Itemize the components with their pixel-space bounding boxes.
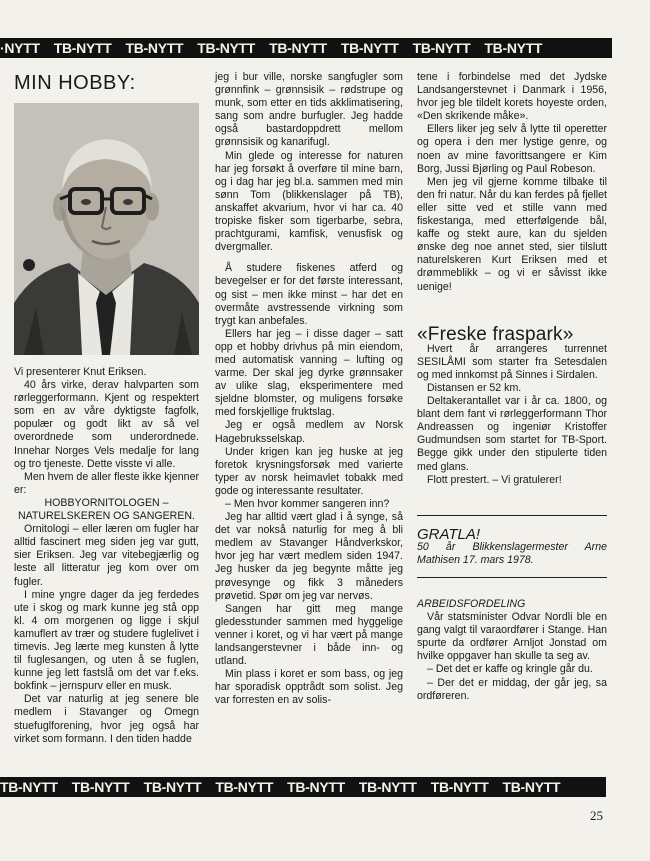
paragraph: tene i forbindelse med det Jydske Landsangerstevnet i Danmark i 1956, hvor jeg ble tildelt korets hoyeste orden, «Den skrikende måke». [417,71,607,123]
paragraph: – Der det er middag, der går jeg, sa ordføreren. [417,676,607,702]
paragraph: Ellers har jeg – i disse dager – satt opp et hobby drivhus på min eiendom, med automatisk vanning – lufting og varme. Der skal jeg dyrke grønnsaker av ulike slag, eksperimentere med sjeldne blomster, og muligens forsøke med forskjellige fruktslag. [215,327,403,419]
column-1 [14,366,199,746]
column-3 [417,71,607,703]
banner-text: TB-NYTT [215,779,274,795]
paragraph: Men jeg vil gjerne komme tilbake til den fri natur. Når du kan ferdes på fjellet eller sitte ved et stille vann med fiskestanga, med etterfølgende bål, kaffe og stekt aure, kan du sjelden ønske deg noe annet sted, sier tilslutt naturelskeren Kurt Eriksen med et drømmeblikk – og vi er såvisst ikke uenige! [417,175,607,293]
banner-text: TB-NYTT [340,40,399,56]
paragraph: Flott prestert. – Vi gratulerer! [427,473,562,486]
paragraph: jeg i bur ville, norske sangfugler som grønnfink – grønnsisik – rødstrupe og munk, som etter en tids akklimatisering, sang som andre burfugler. Jeg hadde også bastardoppdrett mellom grønnsisik og kanarifugl. [215,71,403,149]
paragraph: Min plass i koret er som bass, og jeg har sporadisk opptrådt som solist. Jeg var forresten en av solis- [215,668,403,707]
paragraph: I mine yngre dager da jeg ferdedes ute i skog og mark kunne jeg stå opp kl. 4 om morgenen og ligge i skjul kamuflert av trær og studere fuglelivet i timevis. Jeg lærte meg kunsten å lytte til fuglesangen, og uten å se fuglen, kunne jeg lett fastslå om det var f.eks. bokfink – jernspurv eller en musk. [14,588,199,693]
banner-text: TB-NYTT [287,779,345,795]
paragraph: Hvert år arrangeres turrennet SESILÅMI som starter fra Setesdalen og med innkomst på Sinnes i Sirdalen. [417,342,607,381]
gratla-text: 50 år Blikkenslagermester Arne Mathisen 17. mars 1978. [417,540,607,566]
arbeid-title: ARBEIDSFORDELING [417,598,526,610]
paragraph: Ornitologi – eller læren om fugler har alltid fascinert meg siden jeg var gutt, sier Eriksen. Jeg var vitebegjærlig og leste all litteratur jeg kom over om fugler. [14,523,199,588]
paragraph: Jeg er også medlem av Norsk Hagebruksselskap. [215,419,403,445]
paragraph: Jeg har alltid vært glad i å synge, så det var nokså naturlig for meg å bli medlem av Stavanger Håndverkskor, hvor jeg har vært medlem siden 1947. Jeg husker da jeg begynte måtte jeg prøvesynge og fikk 3 måneders prøvetid. Spør om jeg var nervøs. [215,511,403,602]
article-title: MIN HOBBY: [14,72,136,94]
paragraph: Vi presenterer Knut Eriksen. [14,366,147,378]
paragraph: – Men hvor kommer sangeren inn? [225,498,390,510]
paragraph: Vår statsminister Odvar Nordli ble en gang valgt til varaordfører i Stange. Han spurte da ordfører Arnljot Jonstad om hvilke oppgaver han skulle ta seg av. [417,611,607,663]
banner-text: TB-NYTT [143,779,202,795]
banner-text: TB-NYTT [358,779,417,795]
paragraph: Men hvem de aller fleste ikke kjenner er: [14,470,199,496]
paragraph: Under krigen kan jeg huske at jeg foretok krysningsforsøk med varierte typer av norsk heimavlet tobakk med gode og interessante resultater. [215,445,403,497]
paragraph: Distansen er 52 km. [427,381,522,394]
bottom-banner [0,777,606,797]
paragraph: Det var naturlig at jeg senere ble medlem i Stavanger og Omegn stuefuglforening, hvor jeg også har virket som formann. I den tiden hadde [14,693,199,745]
column-2 [215,71,403,708]
banner-text: TB-NYTT [197,40,256,56]
subheading: HOBBYORNITOLOGEN – NATURELSKEREN OG SANGEREN. [18,496,195,523]
banner-text: TB-NYTT [484,40,543,56]
banner-text: TB-NYTT [502,779,561,795]
banner-text: TB-NYTT [430,779,489,795]
paragraph: Deltakerantallet var i år ca. 1800, og blant dem fant vi rørleggerformann Thor Andreassen og ingeniør Kristoffer Gudmundsen som startet for TB-Sport. Begge gikk under den stipulerte tiden med glans. [417,395,607,473]
paragraph: Å studere fiskenes atferd og bevegelser er for det første interessant, og sist – men ikke minst – har det en overmåte avstressende virkning som trygt kan anbefales. [215,262,403,327]
banner-text: TB-NYTT [125,40,184,56]
paragraph: Sangen har gitt meg mange gledesstunder sammen med hyggelige venner i koret, og vi har vært på mange landsangerstevner i både inn- og utland. [215,602,403,668]
banner-text: TB-NYTT [71,779,130,795]
gratla-title: GRATLA! [417,525,481,543]
paragraph: Ellers liker jeg selv å lytte til operetter og opera i den mer lystige genre, og noen av mine favorittsangere er Kim Borg, Jussi Bjørling og Paul Robeson. [417,123,607,175]
fraspark-title: «Freske fraspark» [417,323,574,345]
paragraph: 40 års virke, derav halvparten som rørleggerformann. Kjent og respektert som en av våre dyktigste fagfolk, populær og godt likt av så vel overordnede som underordnede. Innehar Norges Vels medalje for lang og tro tjeneste. Dette visste vi alle. [14,379,199,470]
banner-text: TB-NYTT [269,40,327,56]
paragraph: – Det det er kaffe og kringle går du. [427,663,593,676]
banner-text: TB-NYTT [0,779,58,795]
portrait-photo [14,103,199,355]
banner-text: TB-NYTT [412,40,471,56]
paragraph: Min glede og interesse for naturen har jeg forsøkt å overføre til mine barn, og i dag har jeg bl.a. sammen med min sønn Tom (blikkenslager på TB), anskaffet akvarium, hvor vi har ca. 40 tropiske fisker som tigerbarbe, sebra, prachtgurami, kamfisk, venusfisk og dvergmaller. [215,149,403,254]
banner-text: TB-NYTT [53,40,112,56]
banner-text: ·NYTT [0,40,40,56]
page-number: 25 [590,808,603,823]
top-banner [0,38,612,58]
